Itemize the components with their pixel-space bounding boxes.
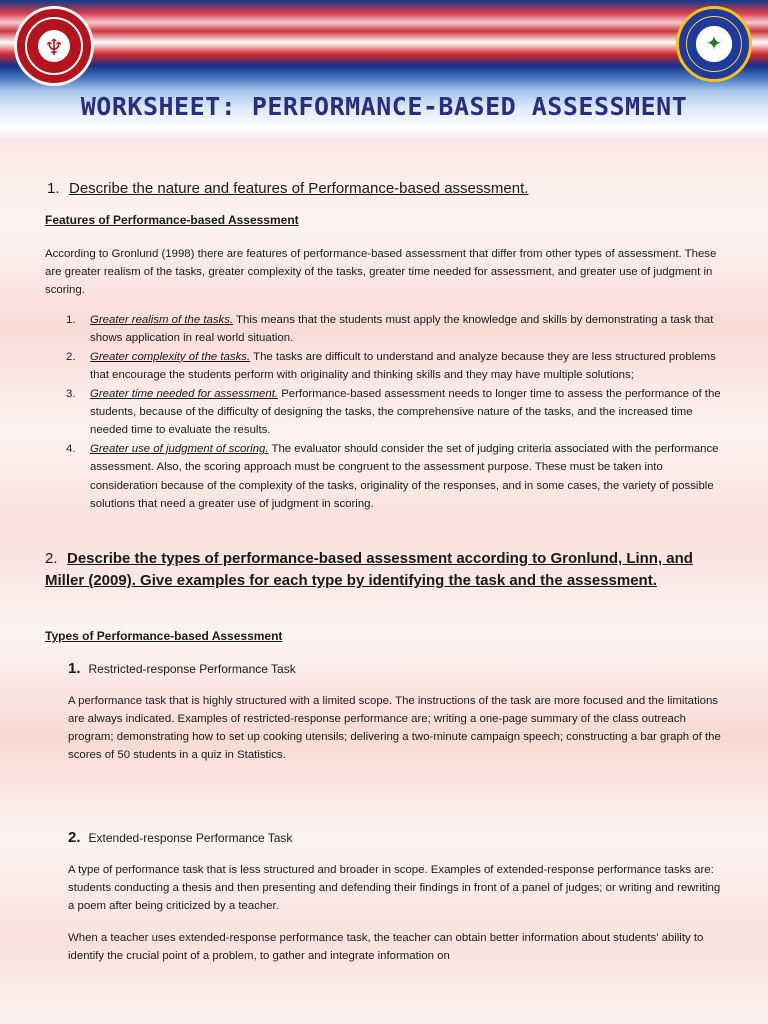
list-item [66,348,726,385]
type-label: Extended-response Performance Task [88,831,293,845]
item-body: The tasks are difficult to understand and analyze because they are less structured problems that encourage the students perform with originality and thinking skills and they may have multiple solutions; [90,350,716,382]
item-body: Performance-based assessment needs to longer time to assess the performance of the students, because of the difficulty of designing the tasks, the comprehensive nature of the tasks, and the increased time needed time to evaluate the results. [90,387,721,437]
list-item [66,440,726,514]
item-body: This means that the students must apply the knowledge and skills by demonstrating a task that shows application in real world situation. [90,314,714,345]
question-number: 1. [47,180,60,197]
item-lead: Greater complexity of the tasks. [90,350,251,363]
type-number: 2. [68,829,81,846]
type-2-label [68,829,292,846]
question-2 [45,548,705,592]
college-seal-icon [676,6,752,82]
university-seal-icon [14,6,94,86]
item-lead: Greater time needed for assessment. [90,387,279,400]
item-body: The evaluator should consider the set of judging criteria associated with the performance assessment. Also, the scoring approach must be congruent to the assessment purpose. These must be taken into consideration because of the complexity of the tasks, originality of the responses, and in some cases, the variety of possible solutions that need a greater use of judgment in scoring. [90,442,719,511]
type-2-text-continued: When a teacher uses extended-response performance task, the teacher can obtain better information about students' ability to identify the crucial point of a problem, to gather and integrate information on [68,932,704,962]
features-list [66,311,726,513]
item-number: 1. [66,314,76,326]
features-heading: Features of Performance-based Assessment [45,213,299,227]
type-number: 1. [68,660,81,677]
item-number: 4. [66,442,76,455]
question-text: Describe the types of performance-based assessment according to Gronlund, Linn, and Miller (2009). Give examples for each type by identifying the task and the assessment. [45,550,693,589]
seal-emblem-icon: ♆ [44,35,64,61]
features-intro: According to Gronlund (1998) there are features of performance-based assessment that differ from other types of assessment. These are greater realism of the tasks, greater complexity of the tasks, greater time needed for assessment, and greater use of judgment in scoring. [45,248,717,296]
question-text: Describe the nature and features of Performance-based assessment. [69,180,529,197]
type-2-text: A type of performance task that is less structured and broader in scope. Examples of extended-response performance tasks are: students conducting a thesis and then presenting and defending their findings in front of a panel of judges; or writing and rewriting a poem after being criticized by a teacher. [68,864,721,912]
page-title: WORKSHEET: PERFORMANCE-BASED ASSESSMENT [80,92,688,121]
item-lead: Greater realism of the tasks. [90,314,234,326]
question-1 [47,178,737,200]
question-number: 2. [45,550,58,567]
torch-emblem-icon: ✦ [705,33,723,55]
type-label: Restricted-response Performance Task [88,662,296,676]
item-lead: Greater use of judgment of scoring. [90,442,269,455]
types-heading: Types of Performance-based Assessment [45,629,283,643]
list-item [66,385,726,440]
type-1-label [68,660,296,677]
item-number: 2. [66,350,76,363]
type-1-text: A performance task that is highly structured with a limited scope. The instructions of the task are more focused and the limitations are always indicated. Examples of restricted-response performance are; writing a one-page summary of the class outreach program; demonstrating how to set up cooking utensils; delivering a two-minute campaign speech; constructing a bar graph of the scores of 50 students in a quiz in Statistics. [68,695,721,761]
list-item [66,311,726,348]
item-number: 3. [66,387,76,400]
